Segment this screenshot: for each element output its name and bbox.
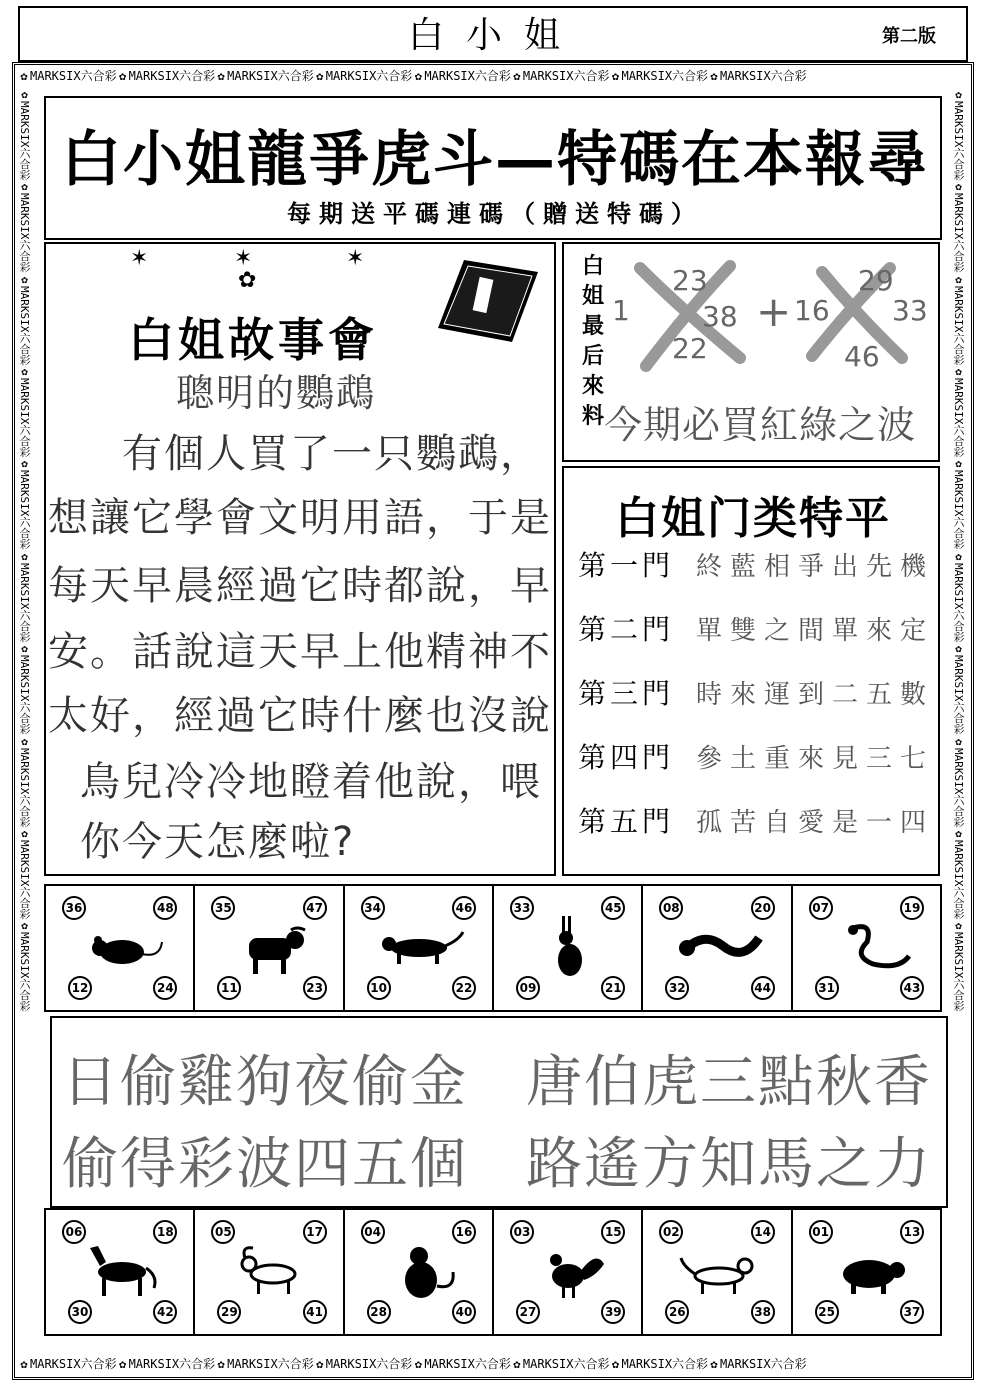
headline-title: 白小姐龍爭虎斗—特碼在本報尋 [61,125,929,195]
number-ball: 43 [900,976,924,1000]
border-text: ✿MARKSIX六合彩 [952,642,965,735]
star-icon: ✶ [234,246,253,271]
flower-icon: ✿ [611,1357,620,1371]
zodiac-cell [643,1210,792,1334]
number-ball: 46 [452,896,476,920]
flower-icon: ✿ [710,69,718,83]
zodiac-cell [195,886,344,1010]
border-text: ✿MARKSIX六合彩 [18,365,31,458]
border-text: ✿MARKSIX六合彩 [952,180,965,273]
number-ball: 31 [815,976,839,1000]
zodiac-cell [345,886,494,1010]
zodiac-cell [494,886,643,1010]
headline-subtitle: 每期送平碼連碼（贈送特碼） [287,200,703,228]
number-ball: 35 [211,896,235,920]
story-line: 有個人買了一只鸚鵡， [122,431,542,477]
border-strip-left [16,88,36,1350]
number-ball: 02 [659,1220,683,1244]
rooster-icon [524,1236,614,1306]
gate-chars: 參土重來見三七 [696,743,935,774]
story-line: 每天早晨經過它時都說，早 [48,563,552,609]
story-line: 鳥兒冷冷地瞪着他說，喂 [80,759,542,805]
border-text: MARKSIX六合彩 [621,69,709,83]
number-ball: 08 [659,896,683,920]
border-text: ✿MARKSIX六合彩 [18,88,31,181]
gate-chars: 時來運到二五數 [696,679,935,710]
number-ball: 05 [211,1220,235,1244]
gate-chars: 孤苦自愛是一四 [696,807,935,838]
story-box [44,242,556,876]
story-line: 太好，經過它時什麼也沒說 [48,693,552,739]
border-text: MARKSIX六合彩 [30,1357,117,1371]
number-ball: 01 [809,1220,833,1244]
number-ball: 23 [303,976,327,1000]
zodiac-cell [46,886,195,1010]
pig-icon [823,1236,913,1306]
page-header [18,6,968,62]
gate-row [578,672,935,734]
zodiac-cell [46,1210,195,1334]
number-ball: 03 [510,1220,534,1244]
border-text: ✿MARKSIX六合彩 [952,88,965,181]
number-ball: 04 [361,1220,385,1244]
number-text: 33 [892,294,928,327]
flower-icon: ✿ [316,69,324,83]
poem-box [50,1016,948,1208]
zodiac-cell [793,1210,940,1334]
forecast-box [562,242,940,462]
border-text: ✿MARKSIX六合彩 [18,457,31,550]
flower-icon: ✿ [414,69,422,83]
story-subtitle: 聰明的鸚鵡 [176,371,377,415]
border-text: ✿MARKSIX六合彩 [18,272,31,366]
flower-icon: ✿ [118,69,127,83]
border-text: MARKSIX六合彩 [621,1357,709,1371]
zodiac-cell [195,1210,344,1334]
number-ball: 40 [452,1300,476,1324]
number-ball: 45 [601,896,625,920]
gate-chars: 終藍相爭出先機 [696,551,935,582]
border-text: MARKSIX六合彩 [720,1357,807,1371]
number-ball: 38 [751,1300,775,1324]
flower-icon: ✿ [238,268,257,293]
flower-icon: ✿ [20,69,28,83]
number-ball: 12 [68,976,92,1000]
border-strip-bottom [18,1352,968,1376]
border-text: ✿MARKSIX六合彩 [952,919,965,1012]
border-text: MARKSIX六合彩 [424,1357,511,1371]
monkey-icon [375,1236,465,1306]
border-text: MARKSIX六合彩 [128,69,216,83]
horse-icon [76,1236,166,1306]
tiger-icon [375,912,465,982]
snake-icon [823,912,913,982]
gate-row [578,800,935,862]
border-text: MARKSIX六合彩 [720,69,807,83]
flower-icon: ✿ [217,1357,225,1371]
flower-icon: ✿ [118,1357,127,1371]
page-title: 白小姐 [407,15,582,56]
gate-label: 第三門 [578,677,675,710]
border-text: ✿MARKSIX六合彩 [18,919,31,1012]
goat-icon [225,1236,315,1306]
number-text: 46 [844,340,880,373]
gate-label: 第一門 [578,549,675,582]
forecast-label: 白姐最后來料 [581,254,604,429]
zodiac-row-bottom [44,1208,942,1336]
must-buy-text: 今期必買紅綠之波 [604,403,917,447]
dog-icon [673,1236,763,1306]
number-ball: 16 [452,1220,476,1244]
border-text: ✿MARKSIX六合彩 [18,642,31,735]
gate-row [578,544,935,606]
border-text: ✿MARKSIX六合彩 [952,734,965,827]
number-text: 38 [702,300,738,333]
number-text: 23 [672,264,708,297]
number-ball: 33 [510,896,534,920]
number-text: 16 [794,294,830,327]
border-text: MARKSIX六合彩 [424,69,511,83]
poem-line: 偷得彩波四五個 路遙方知馬之力 [62,1132,932,1197]
number-text: 1 [612,294,630,327]
zodiac-cell [793,886,940,1010]
number-ball: 17 [303,1220,327,1244]
border-text: ✿MARKSIX六合彩 [952,457,965,550]
number-ball: 18 [153,1220,177,1244]
border-text: ✿MARKSIX六合彩 [952,826,965,920]
gate-row [578,736,935,798]
ox-icon [225,912,315,982]
star-icon: ✶ [130,246,149,271]
flower-icon: ✿ [611,69,620,83]
number-ball: 22 [452,976,476,1000]
edition-label: 第二版 [882,26,936,47]
zodiac-cell [494,1210,643,1334]
border-text: MARKSIX六合彩 [522,69,610,83]
number-ball: 20 [751,896,775,920]
border-text: ✿MARKSIX六合彩 [18,180,31,273]
border-text: MARKSIX六合彩 [227,69,314,83]
number-ball: 28 [367,1300,391,1324]
number-ball: 26 [665,1300,689,1324]
gates-box [562,466,940,876]
story-line: 安。話說這天早上他精神不 [48,629,552,675]
border-text: MARKSIX六合彩 [522,1357,610,1371]
border-text: MARKSIX六合彩 [128,1357,216,1371]
number-ball: 09 [516,976,540,1000]
border-strip-right [950,88,970,1350]
number-ball: 24 [153,976,177,1000]
number-ball: 10 [367,976,391,1000]
zodiac-cell [345,1210,494,1334]
star-icon: ✶ [346,246,365,271]
gates-title: 白姐门类特平 [615,493,891,544]
number-ball: 48 [153,896,177,920]
story-line: 想讓它學會文明用語，于是 [48,495,552,541]
number-ball: 06 [62,1220,86,1244]
number-ball: 07 [809,896,833,920]
border-text: ✿MARKSIX六合彩 [952,272,965,366]
number-ball: 21 [601,976,625,1000]
number-ball: 41 [303,1300,327,1324]
rat-icon [76,912,166,982]
plus-sign: + [756,287,792,336]
rabbit-icon [524,912,614,982]
number-ball: 34 [361,896,385,920]
headline-box [44,96,942,240]
number-ball: 25 [815,1300,839,1324]
border-text: MARKSIX六合彩 [325,69,413,83]
flower-icon: ✿ [710,1357,718,1371]
border-text: ✿MARKSIX六合彩 [952,365,965,458]
flower-icon: ✿ [414,1357,422,1371]
zodiac-cell [643,886,792,1010]
story-title: 白姐故事會 [128,313,378,367]
border-text: ✿MARKSIX六合彩 [18,549,31,643]
border-text: ✿MARKSIX六合彩 [18,734,31,827]
flower-icon: ✿ [513,1357,521,1371]
book-icon [436,258,540,344]
border-text: MARKSIX六合彩 [325,1357,413,1371]
gate-label: 第四門 [578,741,675,774]
flower-icon: ✿ [316,1357,324,1371]
poem-line: 日偷雞狗夜偷金 唐伯虎三點秋香 [62,1050,932,1115]
number-ball: 19 [900,896,924,920]
border-text: ✿MARKSIX六合彩 [18,826,31,920]
number-ball: 15 [601,1220,625,1244]
number-ball: 47 [303,896,327,920]
number-ball: 36 [62,896,86,920]
number-ball: 37 [900,1300,924,1324]
number-ball: 42 [153,1300,177,1324]
number-text: 29 [858,264,894,297]
number-ball: 39 [601,1300,625,1324]
border-text: ✿MARKSIX六合彩 [952,549,965,643]
gate-label: 第二門 [578,613,675,646]
dragon-icon [673,912,763,982]
zodiac-row-top [44,884,942,1012]
number-ball: 13 [900,1220,924,1244]
flower-icon: ✿ [513,69,521,83]
number-cross-graphic [610,248,936,396]
number-text: 22 [672,332,708,365]
gate-label: 第五門 [578,805,675,838]
number-ball: 32 [665,976,689,1000]
gate-row [578,608,935,670]
flower-icon: ✿ [20,1357,28,1371]
number-ball: 44 [751,976,775,1000]
border-text: MARKSIX六合彩 [227,1357,314,1371]
number-ball: 27 [516,1300,540,1324]
story-line: 你今天怎麼啦? [80,819,356,865]
number-ball: 30 [68,1300,92,1324]
border-text: MARKSIX六合彩 [30,69,117,83]
gate-chars: 單雙之間單來定 [696,615,935,646]
number-ball: 11 [217,976,241,1000]
border-strip-top [18,64,968,88]
number-ball: 29 [217,1300,241,1324]
number-ball: 14 [751,1220,775,1244]
flower-icon: ✿ [217,69,225,83]
